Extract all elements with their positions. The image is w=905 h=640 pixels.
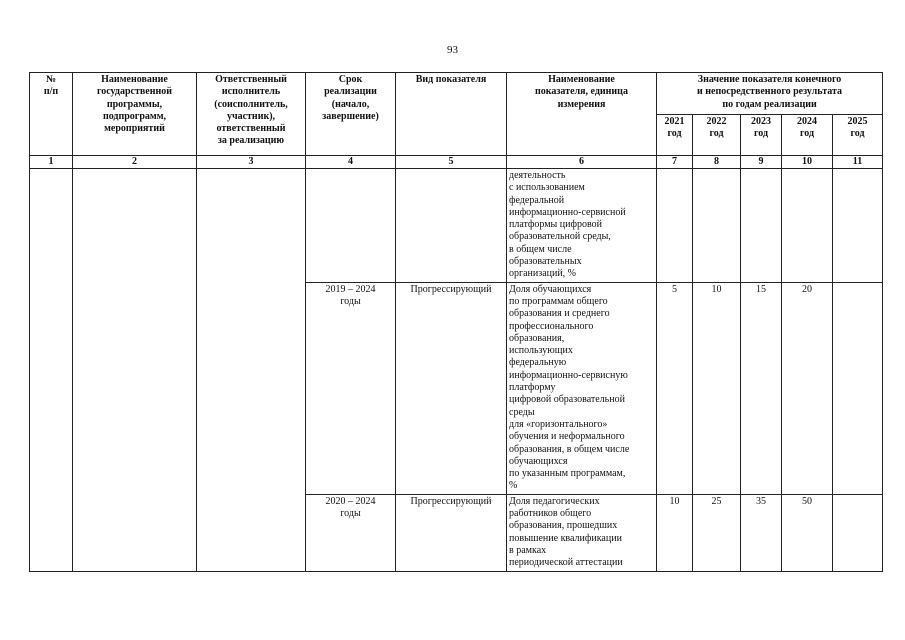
header-term: Срок реализации (начало, завершение) <box>306 73 396 156</box>
header-responsible: Ответственный исполнитель (соисполнитель, участник), ответственный за реализацию <box>197 73 306 156</box>
header-values-group: Значение показателя конечного и непосредственного результата по годам реализации <box>657 73 883 115</box>
cell-num <box>30 169 73 572</box>
cell-indicator-name: Доля педагогических работников общего образования, прошедших повышение квалификации в рамках периодической аттестации <box>507 494 657 571</box>
header-year-2021: 2021 год <box>657 115 693 156</box>
header-indicator-name: Наименование показателя, единица измерения <box>507 73 657 156</box>
header-year-2023: 2023 год <box>741 115 782 156</box>
header-num: № п/п <box>30 73 73 156</box>
table-row <box>30 169 883 283</box>
cell-value-2022 <box>693 169 741 283</box>
cell-value-2025 <box>833 282 883 494</box>
header-year-2022: 2022 год <box>693 115 741 156</box>
header-year-2024: 2024 год <box>782 115 833 156</box>
cell-term: 2019 – 2024 годы <box>306 282 396 494</box>
cell-value-2023: 35 <box>741 494 782 571</box>
cell-indicator-type: Прогрессирующий <box>396 494 507 571</box>
column-number: 4 <box>306 156 396 169</box>
cell-indicator-name: деятельность с использованием федеральной информационно-сервисной платформы цифровой образовательной среды, в общем числе образовательных организаций, % <box>507 169 657 283</box>
column-number: 11 <box>833 156 883 169</box>
header-year-2025: 2025 год <box>833 115 883 156</box>
cell-term: 2020 – 2024 годы <box>306 494 396 571</box>
header-program-name: Наименование государственной программы, подпрограмм, мероприятий <box>73 73 197 156</box>
column-number: 10 <box>782 156 833 169</box>
cell-term <box>306 169 396 283</box>
cell-indicator-type: Прогрессирующий <box>396 282 507 494</box>
cell-value-2024 <box>782 169 833 283</box>
cell-value-2023: 15 <box>741 282 782 494</box>
cell-value-2024: 50 <box>782 494 833 571</box>
cell-responsible <box>197 169 306 572</box>
column-number: 3 <box>197 156 306 169</box>
cell-program-name <box>73 169 197 572</box>
column-number: 9 <box>741 156 782 169</box>
cell-indicator-type <box>396 169 507 283</box>
cell-value-2024: 20 <box>782 282 833 494</box>
indicators-table <box>29 72 883 572</box>
cell-value-2021: 5 <box>657 282 693 494</box>
cell-value-2022: 10 <box>693 282 741 494</box>
column-number: 5 <box>396 156 507 169</box>
column-number: 1 <box>30 156 73 169</box>
cell-value-2022: 25 <box>693 494 741 571</box>
header-indicator-type: Вид показателя <box>396 73 507 156</box>
cell-value-2025 <box>833 494 883 571</box>
cell-value-2025 <box>833 169 883 283</box>
page-number: 93 <box>447 44 458 56</box>
cell-value-2023 <box>741 169 782 283</box>
cell-value-2021 <box>657 169 693 283</box>
column-number: 7 <box>657 156 693 169</box>
cell-value-2021: 10 <box>657 494 693 571</box>
cell-indicator-name: Доля обучающихся по программам общего образования и среднего профессионального образования, использующих федеральную информационно-сервисную платформу цифровой образовательной среды для «горизонтального» обучения и неформального образования, в общем числе обучающихся по указанным программам, % <box>507 282 657 494</box>
column-number: 2 <box>73 156 197 169</box>
column-number: 6 <box>507 156 657 169</box>
column-number: 8 <box>693 156 741 169</box>
